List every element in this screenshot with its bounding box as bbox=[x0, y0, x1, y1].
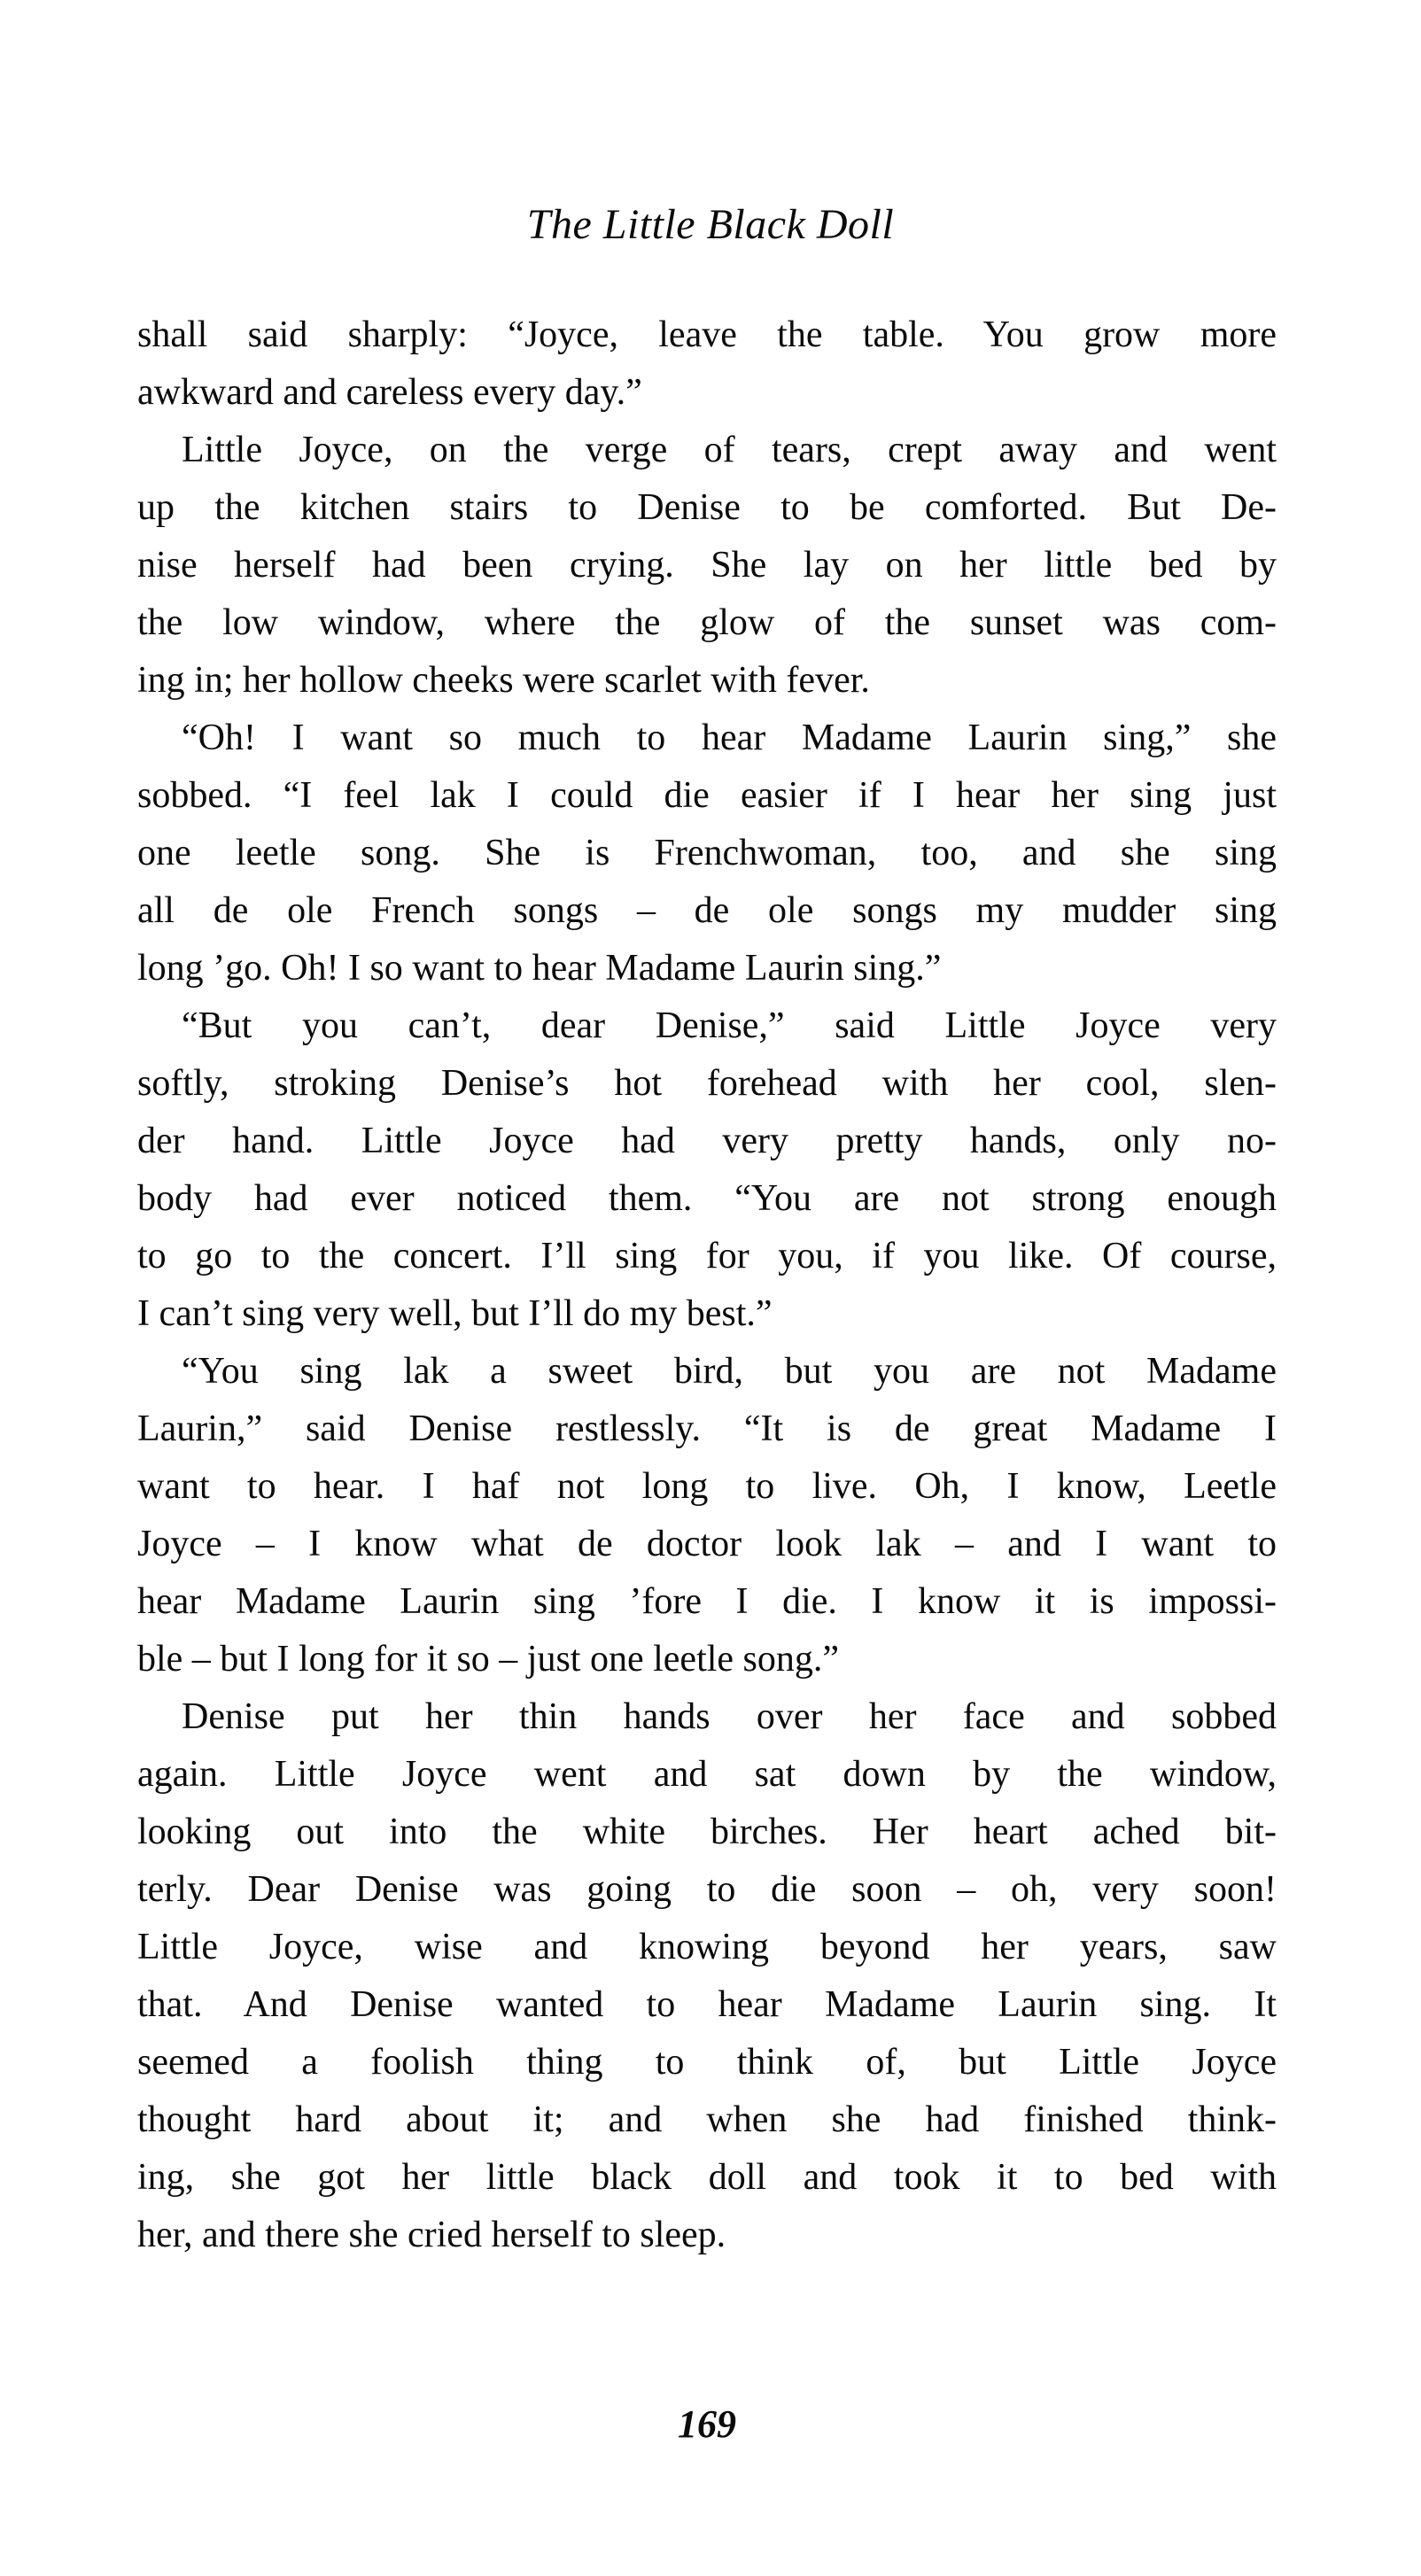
text-line: awkward and careless every day.” bbox=[137, 372, 642, 413]
text-line: her, and there she cried herself to sleep. bbox=[137, 2215, 726, 2255]
text-line: Joyce – I know what de doctor look lak – and I want to bbox=[137, 1524, 1277, 1564]
paragraph bbox=[137, 1343, 1277, 1688]
text-line: I can’t sing very well, but I’ll do my best.” bbox=[137, 1293, 773, 1334]
text-line: “You sing lak a sweet bird, but you are not Madame bbox=[182, 1351, 1277, 1392]
text-line: Denise put her thin hands over her face and sobbed bbox=[182, 1696, 1277, 1737]
text-line: to go to the concert. I’ll sing for you, if you like. Of course, bbox=[137, 1236, 1277, 1276]
text-line: thought hard about it; and when she had finished think- bbox=[137, 2099, 1277, 2140]
page-title: The Little Black Doll bbox=[526, 201, 895, 248]
paragraph bbox=[137, 997, 1277, 1343]
text-line: seemed a foolish thing to think of, but Little Joyce bbox=[137, 2042, 1277, 2083]
text-line: ing in; her hollow cheeks were scarlet with fever. bbox=[137, 660, 870, 701]
text-line: long ’go. Oh! I so want to hear Madame Laurin sing.” bbox=[137, 948, 942, 989]
page-number: 169 bbox=[678, 2402, 736, 2446]
text-line: that. And Denise wanted to hear Madame Laurin sing. It bbox=[137, 1984, 1277, 2025]
text-line: der hand. Little Joyce had very pretty hands, only no- bbox=[137, 1121, 1277, 1161]
text-line: the low window, where the glow of the sunset was com- bbox=[137, 602, 1277, 643]
paragraph bbox=[137, 1688, 1277, 2264]
paragraph bbox=[137, 422, 1277, 710]
text-line: again. Little Joyce went and sat down by the window, bbox=[137, 1754, 1277, 1795]
text-line: Laurin,” said Denise restlessly. “It is de great Madame I bbox=[137, 1408, 1277, 1449]
text-line: “Oh! I want so much to hear Madame Laurin sing,” she bbox=[182, 718, 1277, 758]
text-line: looking out into the white birches. Her heart ached bit- bbox=[137, 1812, 1277, 1852]
text-line: Little Joyce, wise and knowing beyond her years, saw bbox=[137, 1927, 1277, 1967]
text-line: body had ever noticed them. “You are not strong enough bbox=[137, 1178, 1277, 1219]
text-line: hear Madame Laurin sing ’fore I die. I know it is impossi- bbox=[137, 1581, 1277, 1622]
text-line: Little Joyce, on the verge of tears, crept away and went bbox=[182, 430, 1277, 470]
text-line: shall said sharply: “Joyce, leave the table. You grow more bbox=[137, 314, 1277, 355]
text-line: all de ole French songs – de ole songs my mudder sing bbox=[137, 890, 1277, 931]
paragraph bbox=[137, 710, 1277, 997]
body-text bbox=[137, 306, 1277, 2264]
text-line: ble – but I long for it so – just one leetle song.” bbox=[137, 1639, 840, 1680]
paragraph bbox=[137, 306, 1277, 422]
text-line: up the kitchen stairs to Denise to be comforted. But De- bbox=[137, 487, 1277, 528]
text-line: want to hear. I haf not long to live. Oh, I know, Leetle bbox=[137, 1466, 1277, 1507]
text-line: ing, she got her little black doll and took it to bed with bbox=[137, 2157, 1277, 2198]
text-line: terly. Dear Denise was going to die soon – oh, very soon! bbox=[137, 1869, 1277, 1910]
text-line: sobbed. “I feel lak I could die easier if I hear her sing just bbox=[137, 775, 1277, 816]
text-line: softly, stroking Denise’s hot forehead with her cool, slen- bbox=[137, 1063, 1277, 1104]
text-line: one leetle song. She is Frenchwoman, too, and she sing bbox=[137, 833, 1277, 873]
text-line: “But you can’t, dear Denise,” said Little Joyce very bbox=[182, 1005, 1277, 1046]
text-line: nise herself had been crying. She lay on her little bed by bbox=[137, 545, 1277, 586]
